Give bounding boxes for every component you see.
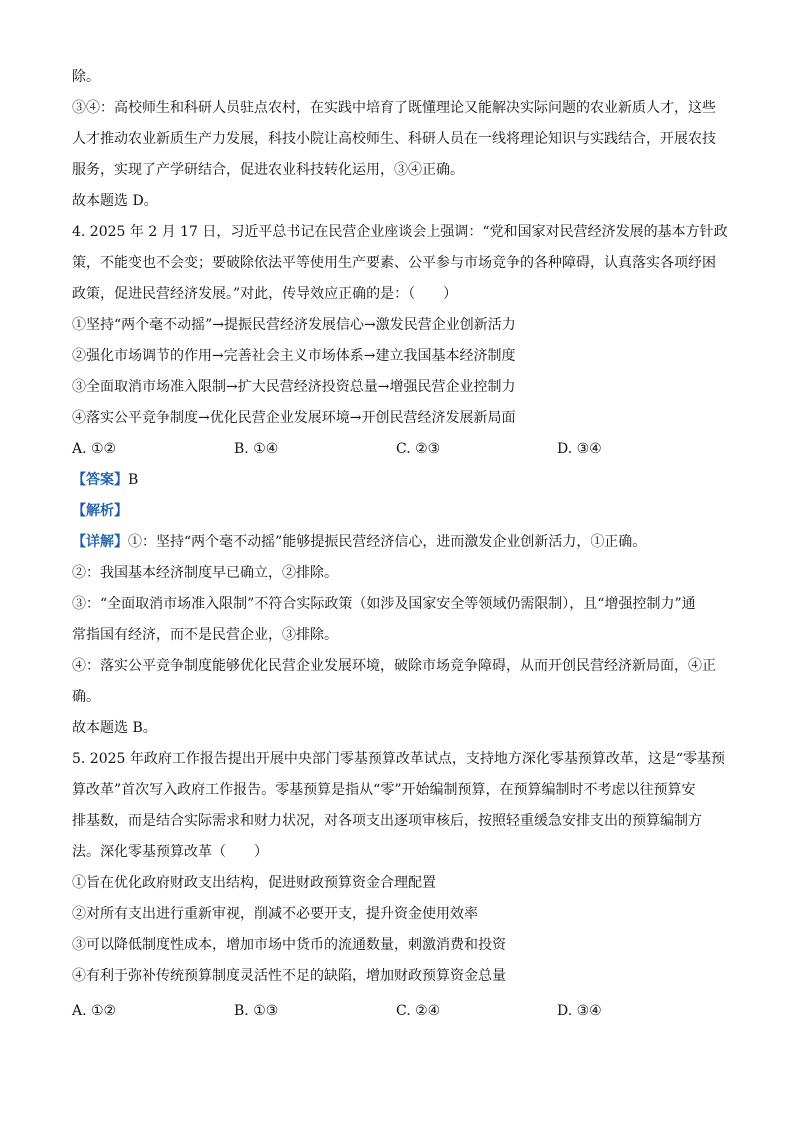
question-5-stem: 法。深化零基预算改革（ ）	[72, 844, 268, 860]
detail-line	[72, 532, 732, 552]
text-line: ③④：高校师生和科研人员驻点农村，在实践中培育了既懂理论又能解决实际问题的农业新质人才，这些	[72, 100, 716, 116]
analysis-label: 【解析】	[72, 503, 128, 519]
question-5-statement: ①旨在优化政府财政支出结构，促进财政预算资金合理配置	[72, 875, 436, 891]
option-b: B. ①④	[234, 441, 279, 457]
text-line: ③：“全面取消市场准入限制”不符合实际政策（如涉及国家安全等领域仍需限制），且“增强控制力”通	[72, 596, 696, 612]
question-4-statement: ③全面取消市场准入限制→扩大民营经济投资总量→增强民营企业控制力	[72, 379, 516, 395]
question-5-statement: ③可以降低制度性成本，增加市场中货币的流通数量，刺激消费和投资	[72, 937, 506, 953]
option-b: B. ①③	[234, 1003, 279, 1019]
option-c: C. ②④	[396, 1003, 441, 1019]
text-line: 确。	[72, 689, 100, 705]
question-4-statement: ①坚持“两个毫不动摇”→提振民营经济发展信心→激发民营企业创新活力	[72, 317, 516, 333]
question-5-statement: ②对所有支出进行重新审视，削减不必要开支，提升资金使用效率	[72, 906, 478, 922]
answer-value: B	[128, 472, 139, 488]
question-4-stem: 策，不能变也不会变；要破除依法平等使用生产要素、公平参与市场竞争的各种障碍，认真落实各项纾困	[72, 255, 716, 271]
option-d: D. ③④	[557, 441, 602, 457]
option-c: C. ②③	[396, 441, 441, 457]
text-line: ②：我国基本经济制度早已确立，②排除。	[72, 565, 338, 581]
question-5-stem: 算改革”首次写入政府工作报告。零基预算是指从“零”开始编制预算，在预算编制时不考虑以往预算安	[72, 782, 696, 798]
answer-line	[72, 470, 732, 490]
text-line: 除。	[72, 69, 100, 85]
question-4-stem: 政策，促进民营经济发展。”对此，传导效应正确的是：（ ）	[72, 286, 458, 302]
question-5-stem: 5. 2025 年政府工作报告提出开展中央部门零基预算改革试点，支持地方深化零基预算改革，这是“零基预	[72, 751, 726, 767]
option-a: A. ①②	[72, 1003, 117, 1019]
text-line: 故本题选 D。	[72, 193, 158, 209]
question-4-statement: ④落实公平竞争制度→优化民营企业发展环境→开创民营经济发展新局面	[72, 410, 516, 426]
text-line: ④：落实公平竞争制度能够优化民营企业发展环境，破除市场竞争障碍，从而开创民营经济新局面，④正	[72, 658, 716, 674]
question-4-statement: ②强化市场调节的作用→完善社会主义市场体系→建立我国基本经济制度	[72, 348, 516, 364]
analysis-line	[72, 501, 732, 521]
detail-text: ①：坚持“两个毫不动摇”能够提振民营经济信心，进而激发企业创新活力，①正确。	[128, 534, 647, 550]
question-5-statement: ④有利于弥补传统预算制度灵活性不足的缺陷，增加财政预算资金总量	[72, 968, 506, 984]
detail-label: 【详解】	[72, 534, 128, 550]
answer-label: 【答案】	[72, 472, 128, 488]
text-line: 服务，实现了产学研结合，促进农业科技转化运用，③④正确。	[72, 162, 464, 178]
text-line: 故本题选 B。	[72, 720, 157, 736]
option-d: D. ③④	[557, 1003, 602, 1019]
text-line: 常指国有经济，而不是民营企业，③排除。	[72, 627, 338, 643]
text-line: 人才推动农业新质生产力发展，科技小院让高校师生、科研人员在一线将理论知识与实践结合，开展农技	[72, 131, 716, 147]
question-5-stem: 排基数，而是结合实际需求和财力状况，对各项支出逐项审核后，按照轻重缓急安排支出的预算编制方	[72, 813, 702, 829]
question-4-stem: 4. 2025 年 2 月 17 日，习近平总书记在民营企业座谈会上强调：“党和国家对民营经济发展的基本方针政	[72, 224, 728, 240]
option-a: A. ①②	[72, 441, 117, 457]
